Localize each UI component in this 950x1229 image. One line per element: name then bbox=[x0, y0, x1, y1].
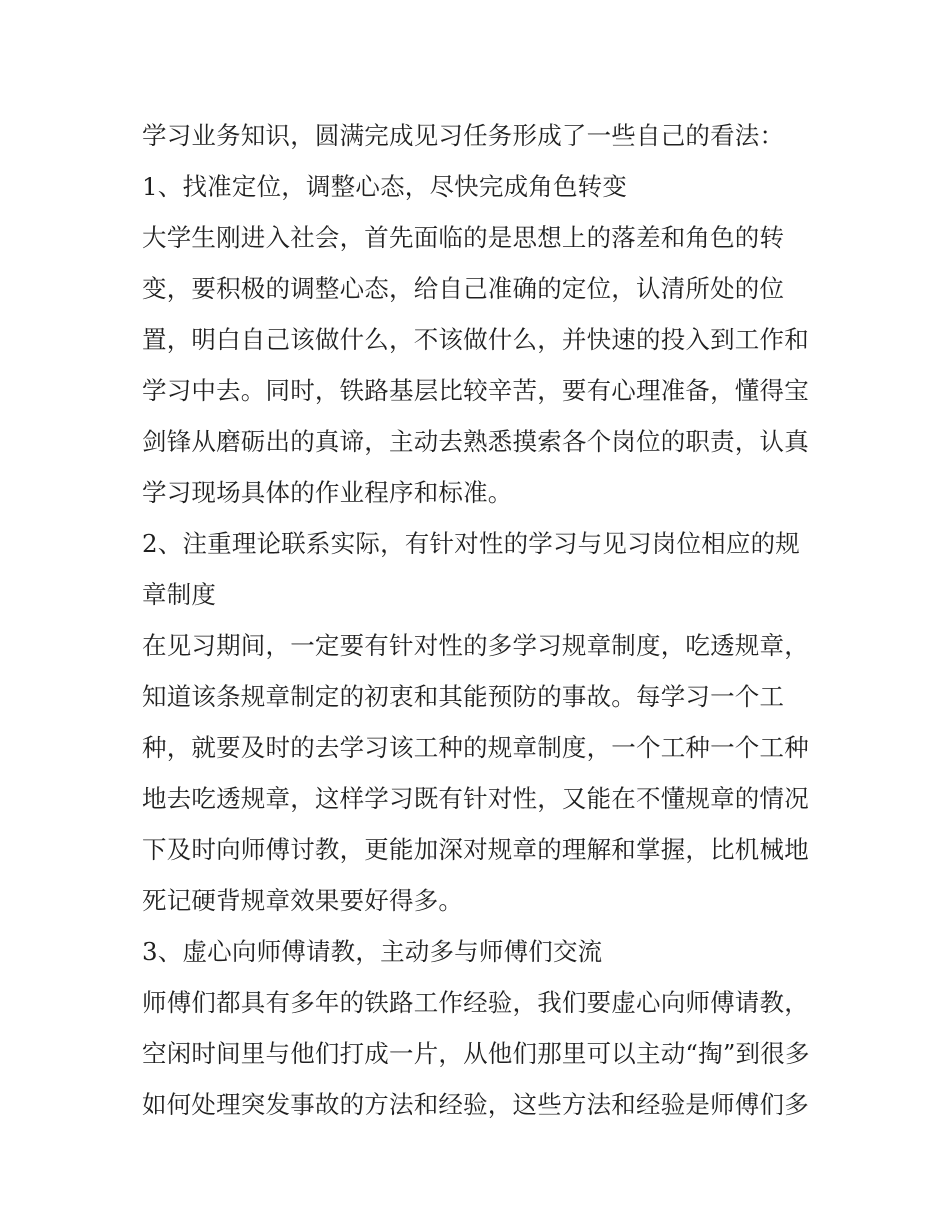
section-heading-2-continued: 章制度 bbox=[142, 580, 217, 609]
paragraph-line: 下及时向师傅讨教，更能加深对规章的理解和掌握，比机械地 bbox=[142, 835, 809, 864]
paragraph-line: 知道该条规章制定的初衷和其能预防的事故。每学习一个工 bbox=[142, 682, 785, 711]
paragraph-line: 师傅们都具有多年的铁路工作经验，我们要虚心向师傅请教， bbox=[142, 988, 809, 1017]
paragraph-line: 空闲时间里与他们打成一片，从他们那里可以主动“掏”到很多 bbox=[142, 1039, 810, 1068]
paragraph-line: 置，明白自己该做什么，不该做什么，并快速的投入到工作和 bbox=[142, 325, 809, 354]
paragraph-line: 大学生刚进入社会，首先面临的是思想上的落差和角色的转 bbox=[142, 223, 785, 252]
paragraph-line: 变，要积极的调整心态，给自己准确的定位，认清所处的位 bbox=[142, 274, 785, 303]
paragraph-line: 学习中去。同时，铁路基层比较辛苦，要有心理准备，懂得宝 bbox=[142, 376, 809, 405]
section-heading-1: 1、找准定位，调整心态，尽快完成角色转变 bbox=[142, 172, 628, 201]
paragraph-line: 剑锋从磨砺出的真谛，主动去熟悉摸索各个岗位的职责，认真 bbox=[142, 427, 809, 456]
paragraph-line: 学习现场具体的作业程序和标准。 bbox=[142, 478, 513, 507]
paragraph-line: 死记硬背规章效果要好得多。 bbox=[142, 886, 464, 915]
paragraph-line: 地去吃透规章，这样学习既有针对性，又能在不懂规章的情况 bbox=[142, 784, 809, 813]
section-heading-3: 3、虚心向师傅请教，主动多与师傅们交流 bbox=[142, 937, 603, 966]
section-heading-2: 2、注重理论联系实际，有针对性的学习与见习岗位相应的规 bbox=[142, 529, 800, 558]
paragraph-line: 如何处理突发事故的方法和经验，这些方法和经验是师傅们多 bbox=[142, 1090, 809, 1119]
document-body bbox=[142, 110, 822, 1130]
paragraph-line: 在见习期间，一定要有针对性的多学习规章制度，吃透规章， bbox=[142, 631, 809, 660]
paragraph-line: 学习业务知识，圆满完成见习任务形成了一些自己的看法： bbox=[142, 121, 785, 150]
paragraph-line: 种，就要及时的去学习该工种的规章制度，一个工种一个工种 bbox=[142, 733, 809, 762]
